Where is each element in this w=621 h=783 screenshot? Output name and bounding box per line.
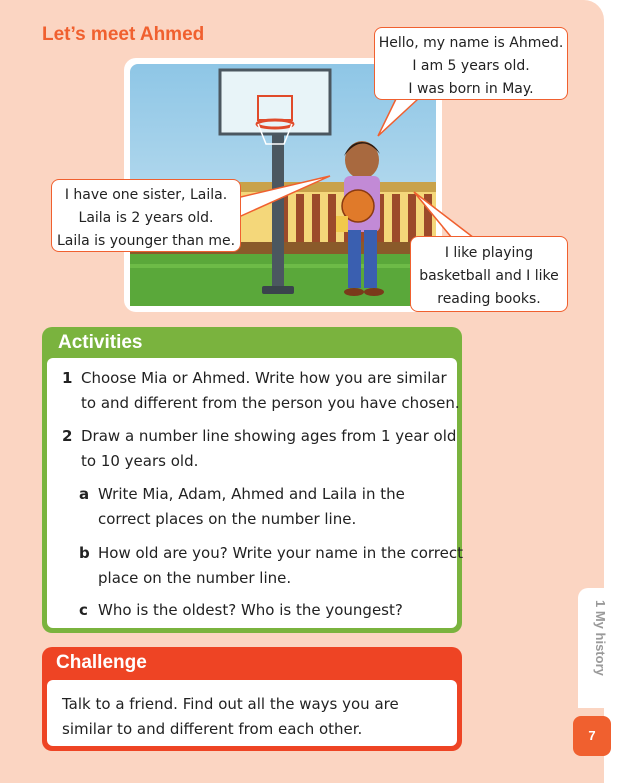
activity-marker: a bbox=[79, 485, 90, 503]
bubble-line: reading books. bbox=[437, 291, 541, 307]
activity-marker: 1 bbox=[62, 369, 73, 387]
page-number: 7 bbox=[573, 716, 611, 756]
speech-bubble-right bbox=[410, 236, 568, 312]
activity-line: correct places on the number line. bbox=[98, 510, 357, 528]
bubble-line: I like playing bbox=[444, 245, 534, 261]
bubble-line: I was born in May. bbox=[408, 81, 534, 97]
activities-heading: Activities bbox=[58, 332, 143, 353]
activity-marker: c bbox=[79, 601, 88, 619]
bubble-line: I am 5 years old. bbox=[412, 58, 530, 74]
activity-line: How old are you? Write your name in the correct bbox=[98, 544, 463, 562]
speech-bubble-top bbox=[374, 27, 568, 100]
activities-body bbox=[47, 358, 463, 628]
chapter-label: 1 My history bbox=[593, 600, 608, 676]
activity-marker: b bbox=[79, 544, 90, 562]
activity-line: place on the number line. bbox=[98, 569, 292, 587]
speech-bubble-left bbox=[51, 179, 241, 252]
bubble-line: Hello, my name is Ahmed. bbox=[378, 35, 564, 51]
activity-line: Who is the oldest? Who is the youngest? bbox=[98, 601, 403, 619]
bubble-line: Laila is younger than me. bbox=[56, 233, 236, 249]
bubble-line: I have one sister, Laila. bbox=[64, 187, 228, 203]
activity-line: Draw a number line showing ages from 1 year old bbox=[81, 427, 457, 445]
activity-line: to 10 years old. bbox=[81, 452, 199, 470]
bubble-line: basketball and I like bbox=[419, 268, 559, 284]
challenge-body bbox=[47, 680, 457, 746]
challenge-panel bbox=[42, 647, 462, 751]
challenge-line: Talk to a friend. Find out all the ways you are bbox=[62, 695, 399, 713]
challenge-line: similar to and different from each other. bbox=[62, 720, 363, 738]
challenge-heading: Challenge bbox=[56, 652, 147, 673]
activity-marker: 2 bbox=[62, 427, 73, 445]
activities-panel bbox=[42, 327, 462, 633]
activity-line: to and different from the person you have chosen. bbox=[81, 394, 460, 412]
activity-line: Choose Mia or Ahmed. Write how you are similar bbox=[81, 369, 447, 387]
page-title: Let’s meet Ahmed bbox=[42, 24, 205, 45]
activity-line: Write Mia, Adam, Ahmed and Laila in the bbox=[98, 485, 405, 503]
bubble-line: Laila is 2 years old. bbox=[78, 210, 214, 226]
